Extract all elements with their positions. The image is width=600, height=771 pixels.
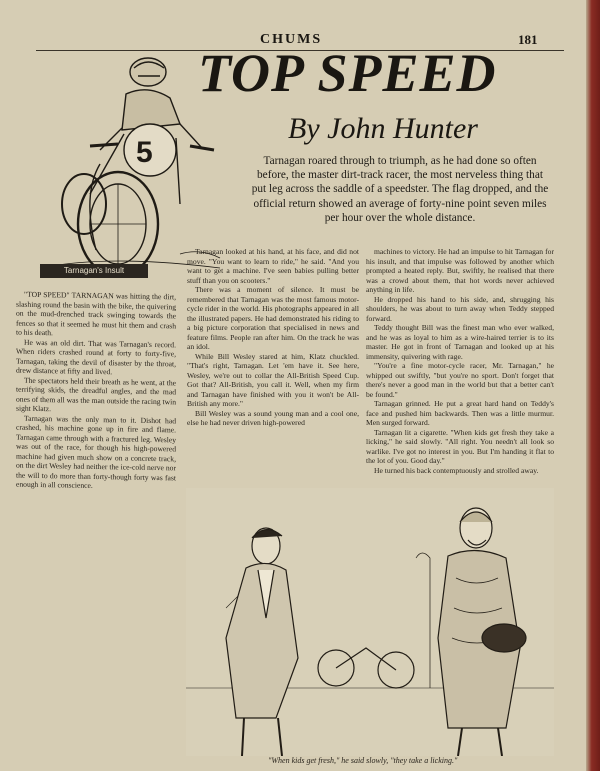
running-title: CHUMS [260,32,323,47]
illustration-caption: Tarnagan's Insult [40,264,148,278]
paragraph: machines to victory. He had an impulse to hit Tarnagan for his insult, and that impulse was followed by another which prompted a heated reply. But, swiftly, he realised that there was a crowd about them, that hot words never achieved anything in life. [366,247,554,294]
text-column-left [16,290,176,492]
paragraph: While Bill Wesley stared at him, Klatz chuckled. "That's right, Tarnagan. Let 'em have it. See here, Wesley, we're out to collar the All-British Speed Cup. Got that? All-British, you call it. Well, when my firm and Tarnagan have finished with you it won't be All-British any more." [187,351,359,408]
paragraph: "You're a fine motor-cycle racer, Mr. Tarnagan," he whipped out swiftly, "but you're no sport. Don't forget that there's never a good man in the world but that a better can't be found." [366,361,554,399]
two-men-illustration [186,488,554,756]
rider-number: 5 [136,136,153,169]
paragraph: Tarnagan looked at his hand, at his face, and did not move. "You want to learn to ride," he said. "And you want to get a machine. I've seen babies pulling better stuff than you on scooters." [187,247,359,285]
paragraph: Tarnagan grinned. He put a great hard hand on Teddy's face and pushed him backwards. Then was a little murmur. Men surged forward. [366,399,554,427]
story-title: TOP SPEED [198,43,497,103]
story-intro: Tarnagan roared through to triumph, as he had done so often before, the master dirt-track racer, the most nerveless thing that put leg across the saddle of a speedster. The flag dropped, and the official return showed an average of forty-nine point seven miles per hour over the whole distance. [251,155,549,224]
paragraph: Tarnagan lit a cigarette. "When kids get fresh they take a licking," he said slowly. "All right. You needn't all look so warlike. I've got no interest in you. But I'm handing it flat to the lot of you. Good day." [366,427,554,465]
book-spine [586,0,600,771]
page-number: 181 [518,32,538,47]
illustration-caption-bottom: "When kids get fresh," he said slowly, "they take a licking." [268,756,458,765]
paragraph: The spectators held their breath as he went, at the terrifying skids, the dreadful angles, and the mad ones of them all was the man outside the racing twin sight Klatz. [16,375,176,414]
paragraph: Bill Wesley was a sound young man and a cool one, else he had never driven high-powered [187,408,359,427]
paragraph: "TOP SPEED" TARNAGAN was hitting the dirt, slashing round the basin with the bike, the quivering on the mud-drenched track swinging towards the fences so that it seemed he must hit them and crash to his death. [16,289,176,338]
paragraph: There was a moment of silence. It must be remembered that Tarnagan was the most famous motor-cycle rider in the world. His photographs appeared in all the illustrated papers. He had demonstrated his riding to a big picture corporation that specialised in news and feature films. People ran after him. On the track he was an idol. [187,285,359,351]
paragraph: He turned his back contemptuously and strolled away. [374,465,539,475]
text-column-middle [187,247,359,428]
story-byline: By John Hunter [288,112,478,145]
paragraph: Tarnagan was the only man to it. Dishot had crashed, his machine gone up in fire and flame. Tarnagan came through with a fractured leg. Wesley was out of the race, for though his high-powered machine had given much show on a concrete track, on the dirt Wesley had neither the ice-cold nerve nor the will to do more than forty-though forty was fast enough in all conscience. [16,413,176,490]
paragraph: He dropped his hand to his side, and, shrugging his shoulders, he was about to turn away when Teddy stepped forward. [366,294,554,323]
paragraph: Teddy thought Bill was the finest man who ever walked, and he was as loyal to him as a wire-haired terrier is to its master. He got in front of Tarnagan and looked up at his immensity, quivering with rage. [366,323,554,361]
paragraph: He was an old dirt. That was Tarnagan's record. When riders crashed round at forty to forty-five, Tarnagan, taking the devil of disaster by the throat, drew distance at fifty and lived. [16,337,176,377]
text-column-right [366,247,554,475]
